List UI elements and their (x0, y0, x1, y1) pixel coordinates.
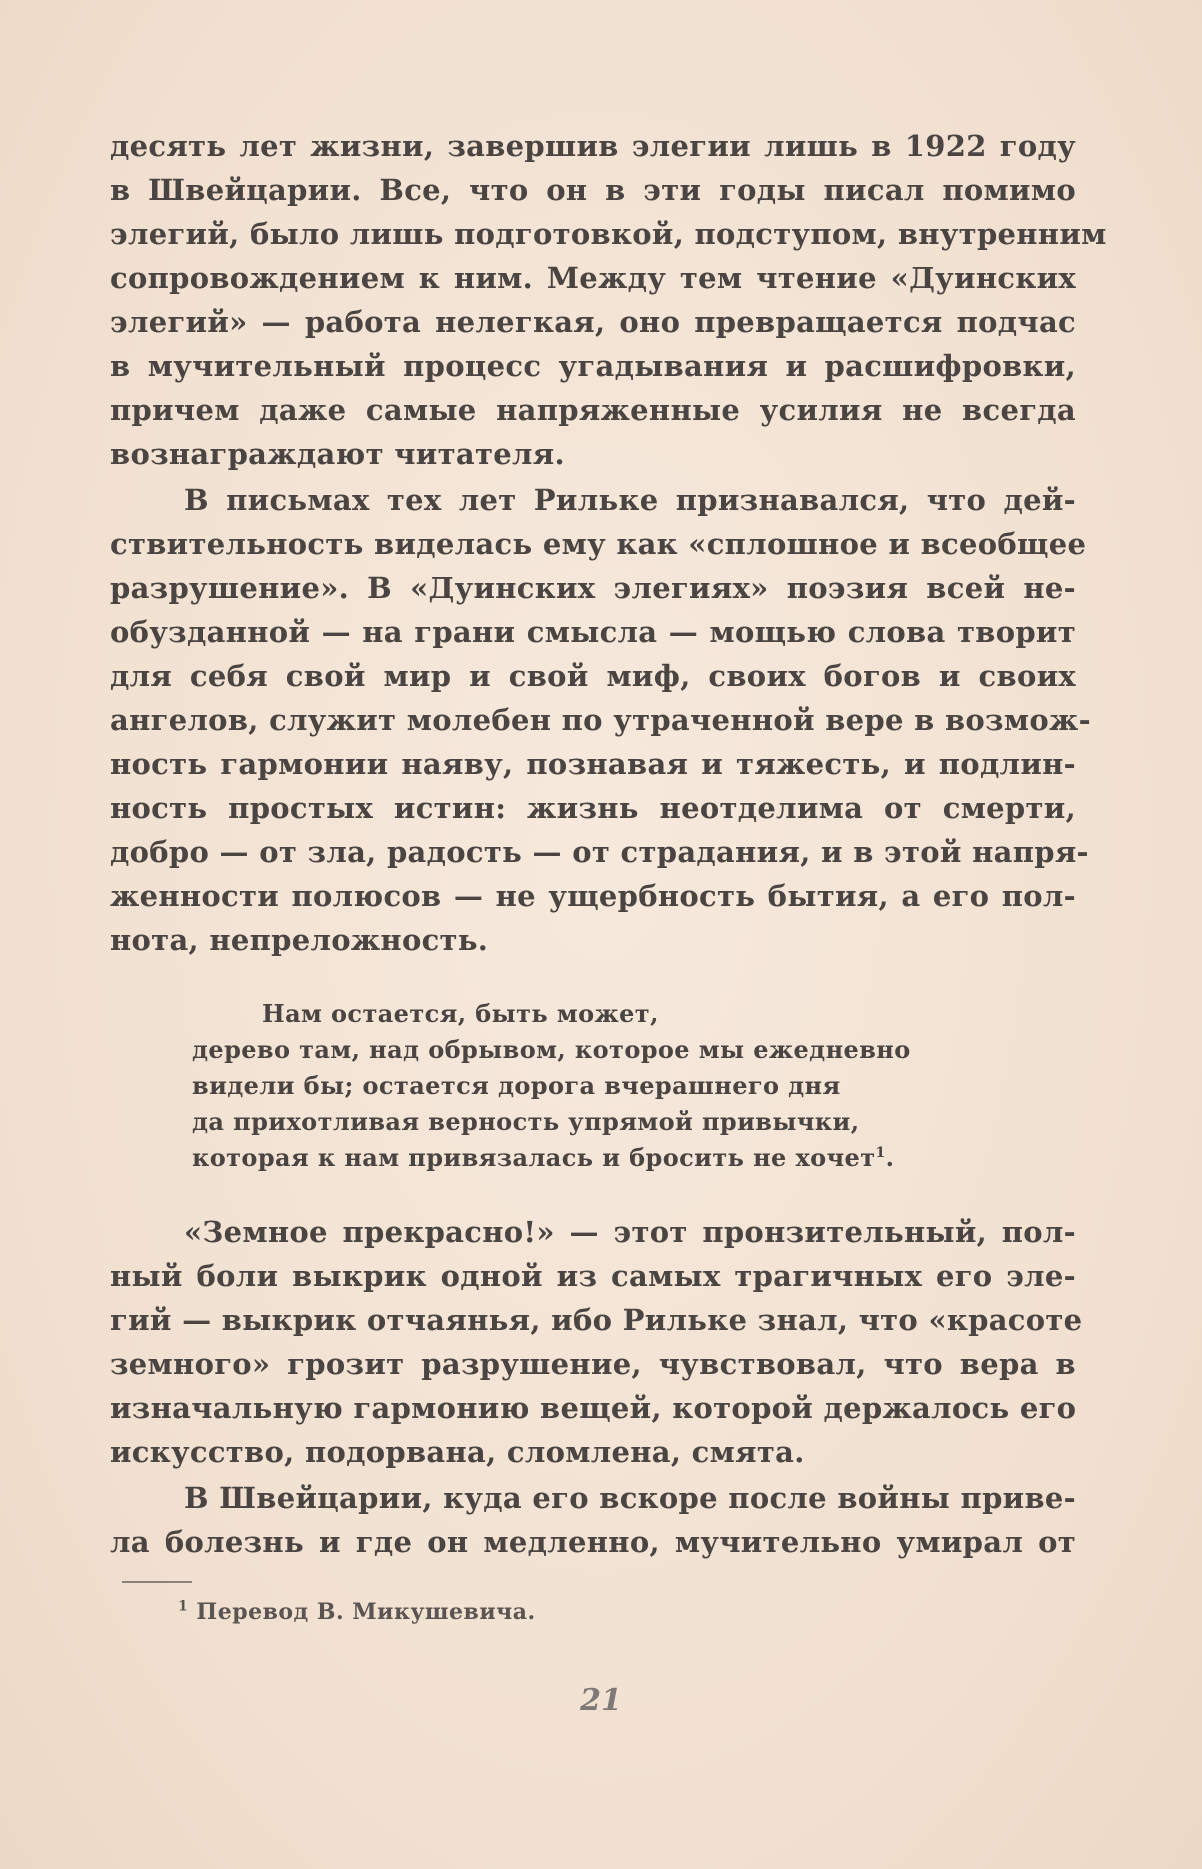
text-line: «Земное прекрасно!» — этот пронзительный, пол- (184, 1215, 1076, 1249)
text-line: женности полюсов — не ущербность бытия, а его пол- (110, 879, 1076, 913)
poem-line: которая к нам привязалась и бросить не хочет$^1$. (192, 1143, 895, 1172)
text-line: десять лет жизни, завершив элегии лишь в 1922 году (110, 129, 1076, 163)
text-line: сопровождением к ним. Между тем чтение «Дуинских (110, 261, 1076, 295)
footnote-divider (122, 1581, 192, 1583)
poem-line-text: которая к нам привязалась и бросить не хочет (192, 1143, 876, 1172)
text-line: ность гармонии наяву, познавая и тяжесть, и подлин- (110, 747, 1076, 781)
poem-line: да прихотливая верность упрямой привычки, (192, 1107, 860, 1136)
page-number: 21 (580, 1683, 622, 1718)
text-line: ангелов, служит молебен по утраченной вере в возмож- (110, 703, 1091, 737)
text-line: разрушение». В «Дуинских элегиях» поэзия всей не- (110, 571, 1076, 605)
text-line: ла болезнь и где он медленно, мучительно умирал от (110, 1525, 1076, 1559)
text-line: для себя свой мир и свой миф, своих богов и своих (110, 659, 1076, 693)
text-line: ный боли выкрик одной из самых трагичных его эле- (110, 1259, 1076, 1293)
text-line: причем даже самые напряженные усилия не всегда (110, 393, 1076, 427)
text-line: изначальную гармонию вещей, которой держалось его (110, 1391, 1077, 1425)
text-line: В письмах тех лет Рильке признавался, что дей- (184, 483, 1076, 517)
text-line: в мучительный процесс угадывания и расшифровки, (110, 349, 1076, 383)
text-line: гий — выкрик отчаянья, ибо Рильке знал, что «красоте (110, 1303, 1083, 1337)
text-line: В Швейцарии, куда его вскоре после войны приве- (184, 1481, 1076, 1515)
text-line: вознаграждают читателя. (110, 437, 565, 471)
text-line: в Швейцарии. Все, что он в эти годы писал помимо (110, 173, 1076, 207)
text-line: элегий» — работа нелегкая, оно превращается подчас (110, 305, 1076, 339)
text-line: земного» грозит разрушение, чувствовал, что вера в (110, 1347, 1076, 1381)
text-line: обузданной — на грани смысла — мощью слова творит (110, 615, 1076, 649)
text-line: искусство, подорвана, сломлена, смята. (110, 1435, 805, 1469)
text-line: добро — от зла, радость — от страдания, и в этой напря- (110, 835, 1089, 869)
poem-line: дерево там, над обрывом, которое мы ежедневно (192, 1035, 911, 1064)
text-line: ность простых истин: жизнь неотделима от смерти, (110, 791, 1076, 825)
footnote-text: Перевод В. Микушевича. (196, 1599, 536, 1625)
text-line: нота, непреложность. (110, 923, 489, 957)
text-line: ствительность виделась ему как «сплошное и всеобщее (110, 527, 1087, 561)
footnote-reference[interactable]: 1 (875, 1145, 886, 1161)
poem-line: видели бы; остается дорога вчерашнего дня (192, 1071, 841, 1100)
text-line: элегий, было лишь подготовкой, подступом, внутренним (110, 217, 1107, 251)
footnote-mark: 1 (178, 1598, 189, 1615)
poem-line: Нам остается, быть может, (262, 999, 659, 1028)
footnote (178, 1596, 536, 1628)
